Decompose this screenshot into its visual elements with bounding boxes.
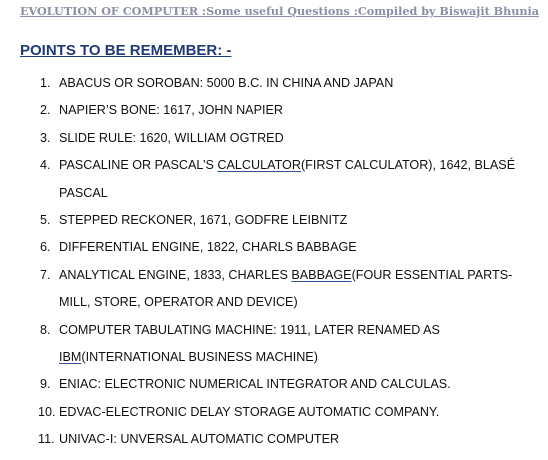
list-item-number: 3. bbox=[40, 130, 51, 145]
list-item-number: 9. bbox=[40, 377, 51, 392]
header-title-prefix: EVOLUTION OF bbox=[20, 4, 123, 18]
list-item bbox=[0, 70, 548, 97]
list-item bbox=[0, 399, 548, 426]
list-item-text-pre: PASCALINE OR PASCAL’S bbox=[59, 158, 218, 173]
list-item-text: STEPPED RECKONER, 1671, GODFRE LEIBNITZ bbox=[59, 213, 348, 228]
list-item-text: DIFFERENTIAL ENGINE, 1822, CHARLS BABBAGE bbox=[59, 240, 357, 255]
points-list bbox=[0, 70, 548, 454]
spellcheck-marked-word: IBM bbox=[59, 350, 82, 365]
list-item-number: 1. bbox=[40, 76, 51, 90]
document-header bbox=[20, 4, 539, 18]
list-item-number: 8. bbox=[40, 322, 51, 337]
header-title-suffix: useful Questions :Compiled by Biswajit Bhunia bbox=[240, 4, 540, 18]
list-item-text-post: (INTERNATIONAL BUSINESS MACHINE) bbox=[81, 350, 318, 365]
list-item-number: 2. bbox=[40, 103, 51, 118]
header-title-word: COMPUTER bbox=[122, 4, 199, 18]
list-item-text: EDVAC-ELECTRONIC DELAY STORAGE AUTOMATIC COMPANY. bbox=[59, 404, 440, 419]
list-item-text: SLIDE RULE: 1620, WILLIAM OGTRED bbox=[59, 130, 284, 145]
list-item-number: 11. bbox=[38, 432, 55, 447]
spellcheck-marked-word: BABBAGE bbox=[291, 267, 352, 282]
list-item-text-post: (FIRST CALCULATOR), 1642, BLASÉ PASCAL bbox=[59, 158, 516, 200]
list-item-text-pre: COMPUTER TABULATING MACHINE: 1911, LATER RENAMED AS bbox=[59, 322, 440, 337]
list-item bbox=[0, 262, 548, 317]
list-item-text: ENIAC: ELECTRONIC NUMERICAL INTEGRATOR AND CALCULAS. bbox=[59, 377, 451, 392]
list-item bbox=[0, 426, 548, 453]
list-item bbox=[0, 97, 548, 124]
list-item bbox=[0, 317, 548, 372]
list-item bbox=[0, 234, 548, 261]
list-item-number: 7. bbox=[40, 267, 51, 282]
list-item-text: ABACUS OR SOROBAN: 5000 B.C. IN CHINA AND JAPAN bbox=[59, 76, 394, 90]
list-item-text: NAPIER’S BONE: 1617, JOHN NAPIER bbox=[59, 103, 283, 118]
section-heading: POINTS TO BE REMEMBER: - bbox=[20, 42, 232, 59]
list-item-number: 4. bbox=[40, 158, 51, 173]
list-item-text-post: (FOUR ESSENTIAL PARTS-MILL, STORE, OPERATOR AND DEVICE) bbox=[59, 267, 513, 310]
list-item-text-pre: ANALYTICAL ENGINE, 1833, CHARLES bbox=[59, 267, 292, 282]
list-item-number: 10. bbox=[38, 404, 56, 419]
list-item-number: 6. bbox=[40, 240, 51, 255]
list-item-text: UNIVAC-I: UNVERSAL AUTOMATIC COMPUTER bbox=[59, 432, 340, 447]
list-item bbox=[0, 152, 548, 207]
list-item-number: 5. bbox=[40, 213, 51, 228]
list-item bbox=[0, 207, 548, 234]
header-title-separator: : bbox=[198, 4, 207, 18]
list-item bbox=[0, 125, 548, 152]
list-item bbox=[0, 371, 548, 398]
header-title-some: Some bbox=[206, 4, 241, 18]
spellcheck-marked-word: CALCULATOR bbox=[217, 158, 301, 173]
